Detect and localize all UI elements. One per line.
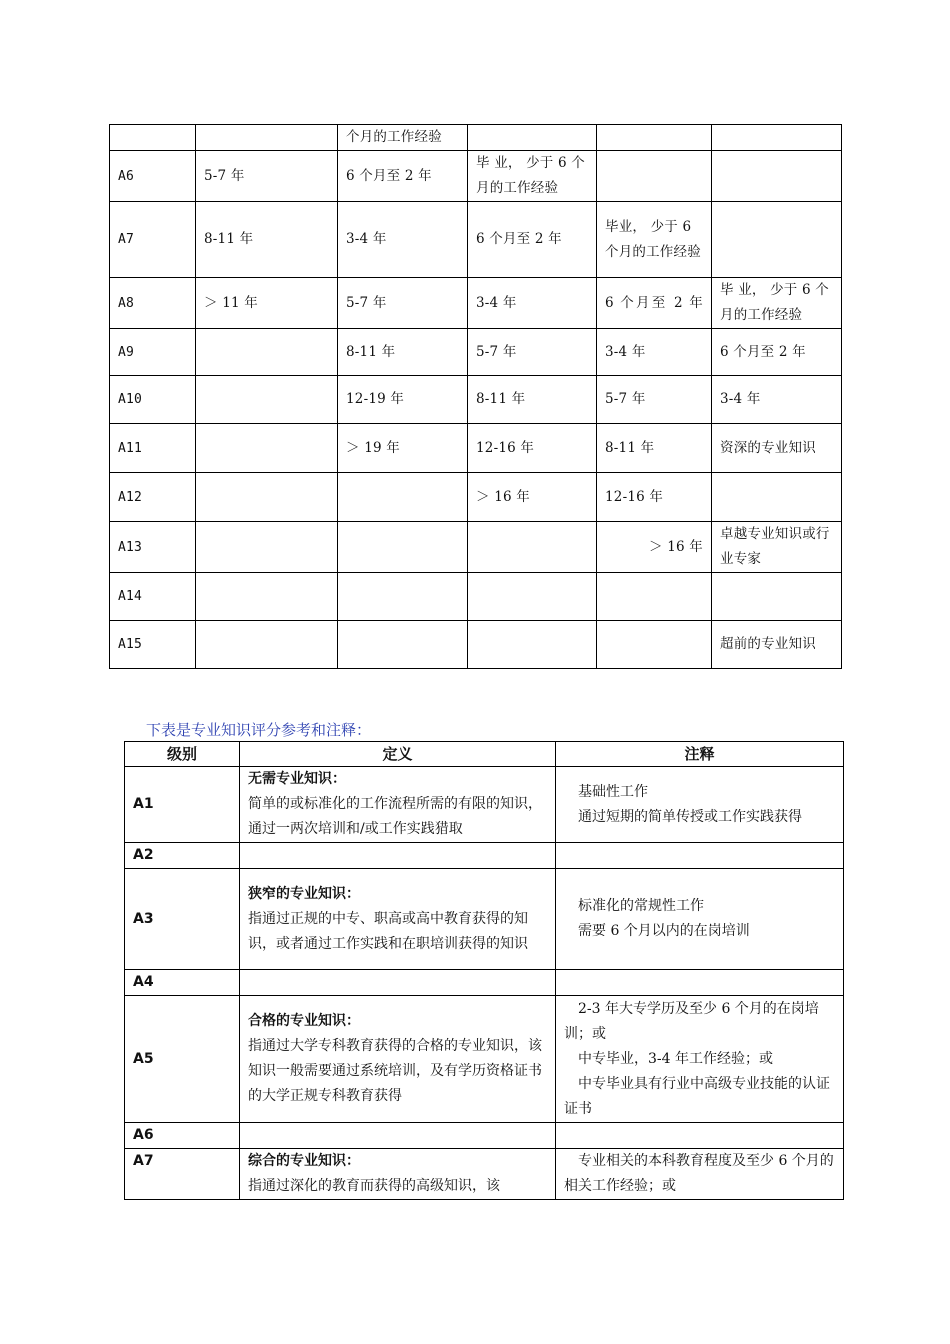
level-cell: A7 [110,202,196,278]
experience-cell: ＞ 16 年 [597,522,712,573]
experience-cell [196,424,338,473]
experience-cell: 资深的专业知识 [712,424,842,473]
experience-cell [196,125,338,151]
experience-cell [468,621,597,669]
level-cell: A1 [125,767,240,843]
notes-cell [556,970,844,996]
experience-cell: 5-7 年 [196,151,338,202]
definition-text: 指通过大学专科教育获得的合格的专业知识，该知识一般需要通过系统培训，及有学历资格证书的大学正规专科教育获得 [248,1038,542,1104]
experience-cell [468,573,597,621]
experience-cell: 3-4 年 [597,329,712,376]
table-row [125,767,844,843]
experience-cell: 6 个月至 2 年 [468,202,597,278]
experience-cell: 个月的工作经验 [338,125,468,151]
table-row [125,1123,844,1149]
experience-cell [338,473,468,522]
note-line: 专业相关的本科教育程度及至少 6 个月的相关工作经验；或 [564,1153,834,1194]
level-cell: A10 [110,376,196,424]
experience-cell [712,473,842,522]
column-header-level: 级别 [125,742,240,767]
note-line: 中专毕业，3-4 年工作经验；或 [578,1050,773,1067]
level-cell: A7 [125,1149,240,1200]
note-line: 中专毕业具有行业中高级专业技能的认证证书 [564,1075,830,1117]
experience-cell [196,522,338,573]
experience-cell: 8-11 年 [196,202,338,278]
experience-cell [196,573,338,621]
level-cell: A6 [125,1123,240,1149]
table-row [110,329,842,376]
level-cell: A13 [110,522,196,573]
experience-cell [196,329,338,376]
table-row [110,621,842,669]
definition-text: 指通过深化的教育而获得的高级知识，该 [248,1178,500,1194]
experience-table [109,124,842,669]
level-cell: A9 [110,329,196,376]
experience-cell: 6 个月至 2 年 [597,278,712,329]
level-cell: A8 [110,278,196,329]
experience-cell: 8-11 年 [468,376,597,424]
definition-cell [240,1123,556,1149]
definition-cell [240,869,556,970]
table-row [125,1149,844,1200]
experience-cell: 卓越专业知识或行业专家 [712,522,842,573]
experience-cell [468,125,597,151]
experience-cell [597,621,712,669]
experience-cell: 3-4 年 [338,202,468,278]
table-row [125,996,844,1123]
level-cell: A11 [110,424,196,473]
definition-heading: 合格的专业知识： [248,1013,360,1029]
experience-cell: 毕 业， 少于 6 个月的工作经验 [712,278,842,329]
experience-cell [468,522,597,573]
table-row [110,125,842,151]
experience-cell [712,151,842,202]
experience-cell [712,125,842,151]
definition-text: 简单的或标准化的工作流程所需的有限的知识，通过一两次培训和/或工作实践猎取 [248,796,542,837]
experience-cell [338,573,468,621]
experience-cell: 6 个月至 2 年 [338,151,468,202]
experience-cell [338,522,468,573]
table-row [110,278,842,329]
table-caption: 下表是专业知识评分参考和注释： [146,721,372,739]
experience-cell: 8-11 年 [597,424,712,473]
experience-cell: 3-4 年 [712,376,842,424]
level-cell [110,125,196,151]
table-row [125,970,844,996]
definition-heading: 综合的专业知识： [248,1153,360,1169]
column-header-definition: 定义 [240,742,556,767]
notes-cell [556,1123,844,1149]
table-row [125,843,844,869]
level-cell: A5 [125,996,240,1123]
definition-text: 指通过正规的中专、职高或高中教育获得的知识，或者通过工作实践和在职培训获得的知识 [248,910,528,952]
knowledge-definition-table [124,741,844,1200]
level-cell: A4 [125,970,240,996]
experience-cell [196,621,338,669]
notes-cell [556,767,844,843]
notes-cell [556,1149,844,1200]
definition-heading: 狭窄的专业知识： [248,885,360,902]
notes-cell [556,869,844,970]
experience-cell: 12-16 年 [597,473,712,522]
experience-cell: 5-7 年 [597,376,712,424]
note-line: 需要 6 个月以内的在岗培训 [578,923,750,939]
experience-cell: 6 个月至 2 年 [712,329,842,376]
experience-cell [196,473,338,522]
experience-cell [712,573,842,621]
experience-cell: 3-4 年 [468,278,597,329]
note-line: 基础性工作 [578,783,648,800]
note-line: 通过短期的简单传授或工作实践获得 [578,808,802,825]
experience-cell: 毕 业， 少于 6 个月的工作经验 [468,151,597,202]
note-line: 标准化的常规性工作 [578,898,704,914]
experience-cell [712,202,842,278]
header-row [125,742,844,767]
experience-cell [196,376,338,424]
table-row [110,424,842,473]
experience-cell: ＞ 19 年 [338,424,468,473]
experience-cell: ＞ 16 年 [468,473,597,522]
definition-cell [240,970,556,996]
table-row [110,151,842,202]
note-line: 2-3 年大专学历及至少 6 个月的在岗培训；或 [564,1000,819,1042]
level-cell: A3 [125,869,240,970]
notes-cell [556,996,844,1123]
definition-cell [240,767,556,843]
table-row [110,202,842,278]
level-cell: A15 [110,621,196,669]
table-row [110,522,842,573]
level-cell: A2 [125,843,240,869]
level-cell: A14 [110,573,196,621]
definition-cell [240,996,556,1123]
definition-heading: 无需专业知识： [248,771,346,787]
experience-cell: 毕业， 少于 6 个月的工作经验 [597,202,712,278]
table-row [125,869,844,970]
experience-cell [338,621,468,669]
level-cell: A6 [110,151,196,202]
table-row [110,473,842,522]
level-cell: A12 [110,473,196,522]
definition-cell [240,843,556,869]
experience-cell [597,573,712,621]
experience-cell: 5-7 年 [338,278,468,329]
experience-cell: ＞ 11 年 [196,278,338,329]
definition-cell [240,1149,556,1200]
experience-cell [597,151,712,202]
experience-cell: 12-19 年 [338,376,468,424]
table-row [110,573,842,621]
experience-cell: 超前的专业知识 [712,621,842,669]
experience-cell: 5-7 年 [468,329,597,376]
experience-cell [597,125,712,151]
notes-cell [556,843,844,869]
experience-cell: 12-16 年 [468,424,597,473]
column-header-notes: 注释 [556,742,844,767]
experience-cell: 8-11 年 [338,329,468,376]
table-row [110,376,842,424]
